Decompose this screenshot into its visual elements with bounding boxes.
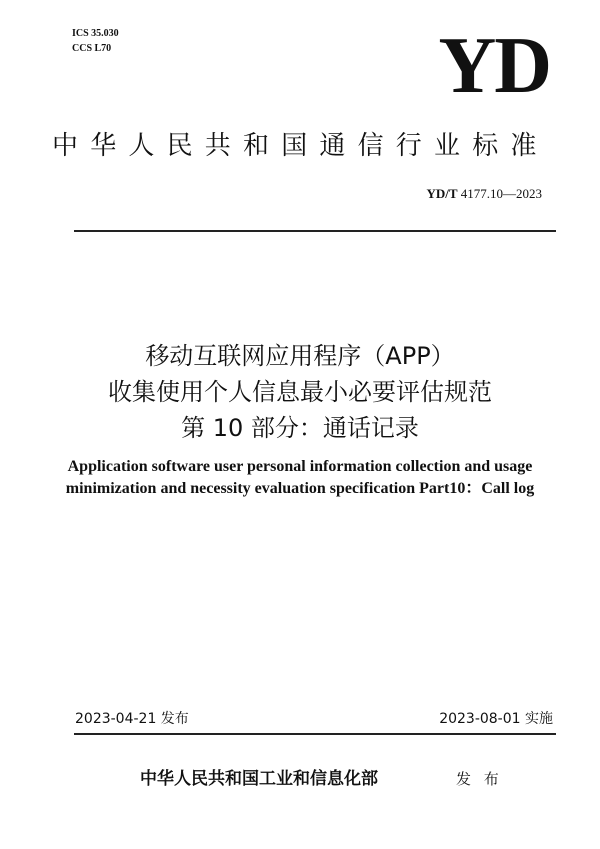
standard-number-value: 4177.10—2023 [460,186,542,201]
issuing-authority: 中华人民共和国工业和信息化部 [140,769,378,788]
title-cn-line-2: 收集使用个人信息最小必要评估规范 [108,378,492,406]
title-cn-line-3: 第 10 部分：通话记录 [181,414,419,442]
standard-category: 中华人民共和国通信行业标准 [52,131,549,161]
title-en-line-2: minimization and necessity evaluation specification Part10：Call log [65,480,535,497]
implementation-date: 2023-08-01 实施 [439,711,553,727]
title-en-line-1: Application software user personal information collection and usage [67,458,533,475]
standard-number-prefix: YD/T [426,186,458,201]
standard-number [426,186,542,202]
bottom-divider [74,733,556,735]
yd-logo: YD [438,22,550,110]
ccs-code: CCS L70 [72,43,112,54]
title-cn-line-1: 移动互联网应用程序（APP） [145,342,455,370]
top-divider [74,230,556,232]
issue-date: 2023-04-21 发布 [75,711,189,727]
issue-label: 发 布 [456,770,503,788]
ics-code: ICS 35.030 [72,28,119,39]
